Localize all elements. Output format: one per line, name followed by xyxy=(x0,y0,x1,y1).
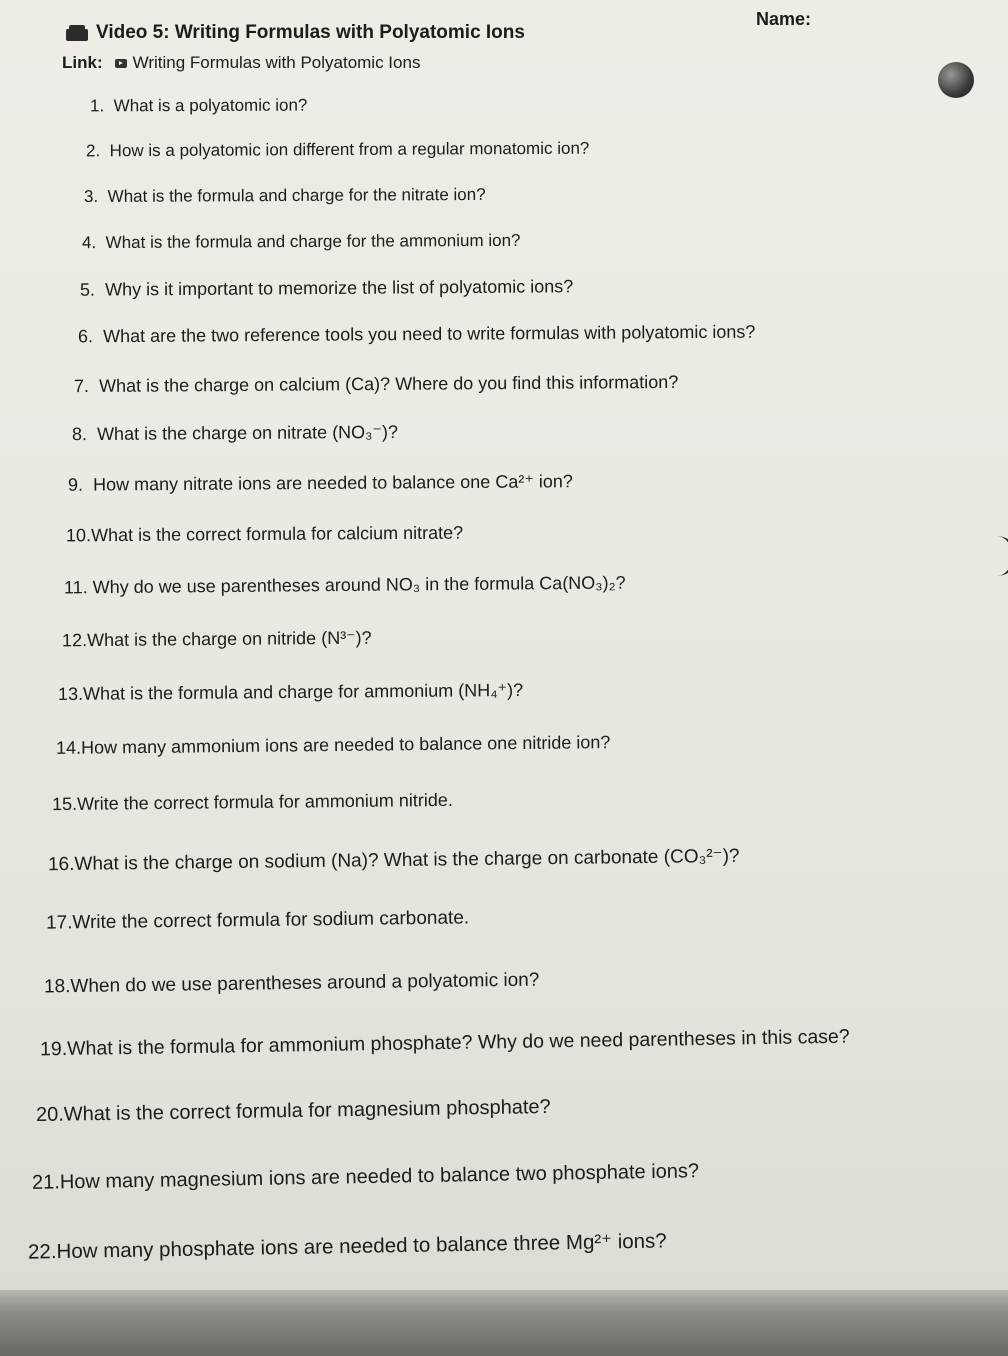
question-item: 8. What is the charge on nitrate (NO₃⁻)? xyxy=(71,421,399,445)
video-link[interactable]: Writing Formulas with Polyatomic Ions xyxy=(132,53,421,72)
question-item: 4. What is the formula and charge for the ammonium ion? xyxy=(81,230,521,253)
binder-hole-shadow xyxy=(938,62,974,98)
question-item: 20.What is the correct formula for magnesium phosphate? xyxy=(35,1095,551,1127)
question-item: 6. What are the two reference tools you need to write formulas with polyatomic ions? xyxy=(77,321,756,347)
question-item: 16.What is the charge on sodium (Na)? What is the charge on carbonate (CO₃²⁻)? xyxy=(47,845,740,876)
video-play-icon xyxy=(115,59,127,68)
question-item: 10.What is the correct formula for calcium nitrate? xyxy=(65,522,464,546)
question-item: 14.How many ammonium ions are needed to balance one nitride ion? xyxy=(55,732,611,758)
question-item: 5. Why is it important to memorize the list of polyatomic ions? xyxy=(79,276,574,300)
question-item: 22.How many phosphate ions are needed to balance three Mg²⁺ ions? xyxy=(27,1229,667,1264)
question-item: 9. How many nitrate ions are needed to balance one Ca²⁺ ion? xyxy=(67,471,573,495)
question-item: 21.How many magnesium ions are needed to balance two phosphate ions? xyxy=(31,1160,700,1194)
page-title-row xyxy=(66,22,525,44)
question-item: 3. What is the formula and charge for the nitrate ion? xyxy=(83,184,486,207)
video-camera-icon xyxy=(66,25,88,41)
binder-ring xyxy=(986,536,1008,576)
link-label: Link: xyxy=(62,53,103,72)
page-title: Video 5: Writing Formulas with Polyatomic Ions xyxy=(96,22,525,43)
question-item: 13.What is the formula and charge for ammonium (NH₄⁺)? xyxy=(57,679,524,705)
desk-surface xyxy=(0,1290,1008,1356)
question-item: 19.What is the formula for ammonium phosphate? Why do we need parentheses in this case? xyxy=(39,1025,850,1061)
name-label: Name: xyxy=(756,9,812,29)
link-row xyxy=(62,53,420,73)
question-item: 1. What is a polyatomic ion? xyxy=(89,95,308,116)
question-item: 11. Why do we use parentheses around NO₃ in the formula Ca(NO₃)₂? xyxy=(63,572,626,598)
question-item: 2. How is a polyatomic ion different from a regular monatomic ion? xyxy=(85,138,590,161)
question-item: 12.What is the charge on nitride (N³⁻)? xyxy=(61,627,372,651)
question-item: 15.Write the correct formula for ammonium nitride. xyxy=(51,789,453,815)
question-item: 7. What is the charge on calcium (Ca)? Where do you find this information? xyxy=(73,371,679,397)
question-item: 17.Write the correct formula for sodium carbonate. xyxy=(45,907,470,934)
question-item: 18.When do we use parentheses around a polyatomic ion? xyxy=(43,969,540,998)
